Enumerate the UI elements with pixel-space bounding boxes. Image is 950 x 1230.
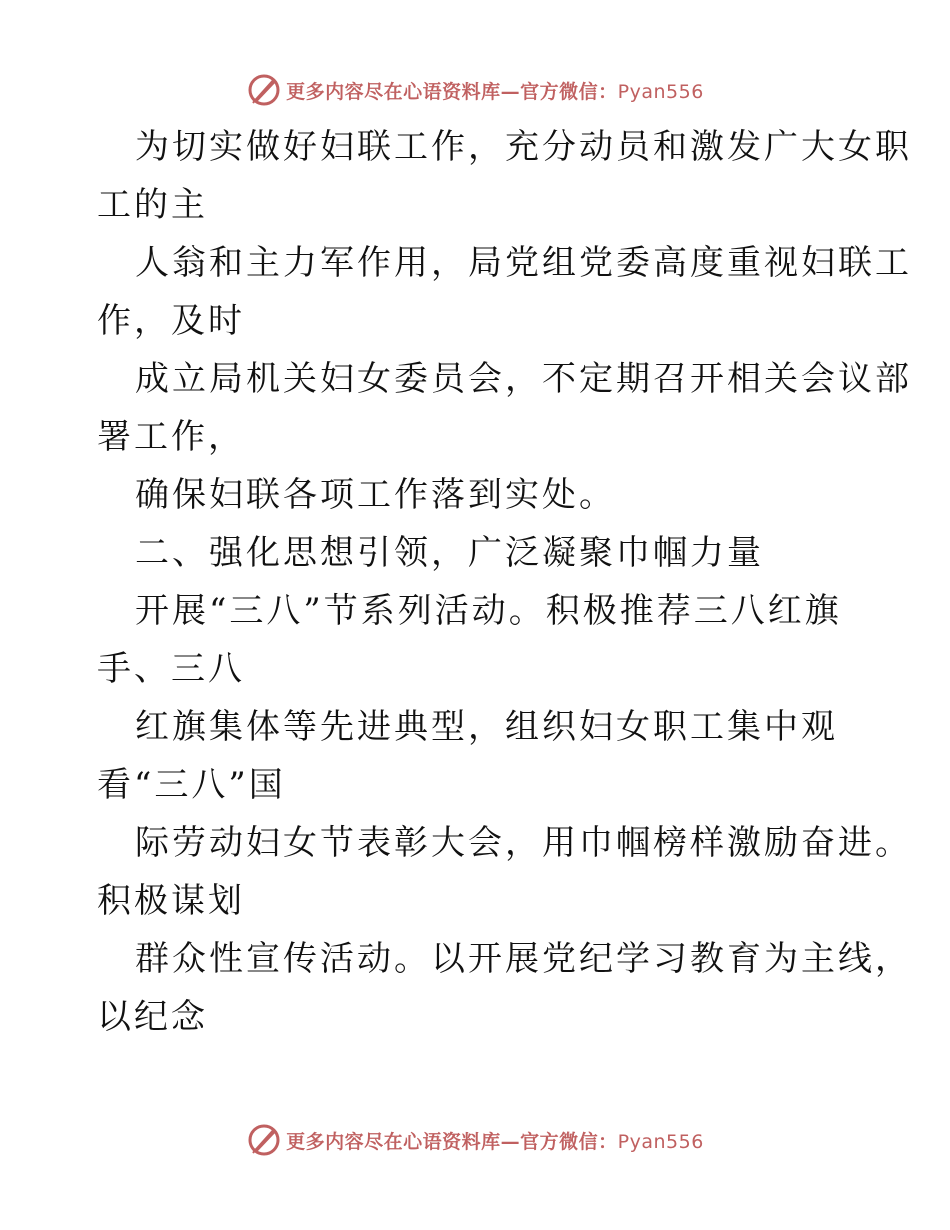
paragraph-line: 署工作，	[97, 417, 245, 457]
paragraph-line: 以纪念	[97, 997, 208, 1037]
paragraph-line: 开展“三八”节系列活动。积极推荐三八红旗	[135, 591, 842, 631]
paragraph-line: 确保妇联各项工作落到实处。	[135, 475, 616, 515]
watermark-text: 更多内容尽在心语资料库—官方微信：Pyan556	[286, 80, 704, 103]
footer-watermark	[0, 1120, 950, 1160]
paragraph-line: 积极谋划	[97, 881, 245, 921]
paragraph-line: 红旗集体等先进典型，组织妇女职工集中观	[135, 707, 838, 747]
quill-pen-circle-icon	[246, 1122, 282, 1158]
paragraph-line: 看“三八”国	[97, 765, 286, 805]
paragraph-line: 群众性宣传活动。以开展党纪学习教育为主线，	[135, 939, 912, 979]
wechat-id: Pyan556	[617, 1130, 704, 1153]
paragraph-line: 为切实做好妇联工作，充分动员和激发广大女职	[135, 127, 912, 167]
paragraph-line: 工的主	[97, 185, 208, 225]
document-body	[97, 118, 912, 1046]
paragraph-line: 人翁和主力军作用，局党组党委高度重视妇联工	[135, 243, 912, 283]
header-watermark	[0, 70, 950, 110]
wechat-id: Pyan556	[617, 80, 704, 103]
quill-pen-circle-icon	[246, 72, 282, 108]
paragraph-line: 成立局机关妇女委员会，不定期召开相关会议部	[135, 359, 912, 399]
paragraph-line: 手、三八	[97, 649, 245, 689]
paragraph-line: 际劳动妇女节表彰大会，用巾帼榜样激励奋进。	[135, 823, 912, 863]
paragraph-line: 作，及时	[97, 301, 245, 341]
paragraph-line: 二、强化思想引领，广泛凝聚巾帼力量	[135, 533, 764, 573]
watermark-text: 更多内容尽在心语资料库—官方微信：Pyan556	[286, 1130, 704, 1153]
